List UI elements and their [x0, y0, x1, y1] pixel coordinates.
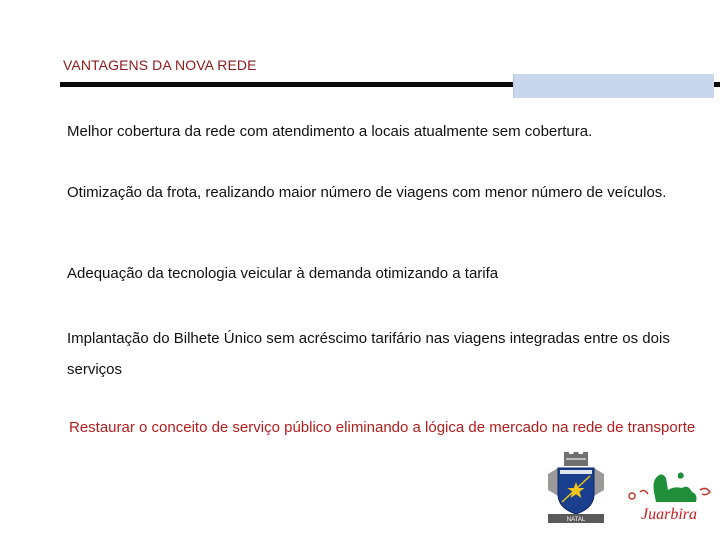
juarbira-brand-logo: [622, 466, 716, 526]
bullet-fleet: Otimização da frota, realizando maior número de viagens com menor número de veículos.: [67, 184, 667, 201]
natal-coat-of-arms-logo: [544, 452, 608, 524]
brand-script-text: Juarbira: [641, 506, 697, 523]
title-accent-block: [513, 74, 714, 98]
bullet-ticket: Implantação do Bilhete Único sem acréscimo tarifário nas viagens integradas entre os dois serviços: [67, 330, 670, 378]
crest-ribbon-text: NATAL: [566, 517, 586, 523]
bullet-coverage: Melhor cobertura da rede com atendimento a locais atualmente sem cobertura.: [67, 123, 593, 140]
bullet-technology: Adequação da tecnologia veicular à demanda otimizando a tarifa: [67, 265, 499, 282]
slide-title: VANTAGENS DA NOVA REDE: [63, 57, 257, 73]
bullet-public-service: Restaurar o conceito de serviço público eliminando a lógica de mercado na rede de transporte: [69, 419, 696, 436]
